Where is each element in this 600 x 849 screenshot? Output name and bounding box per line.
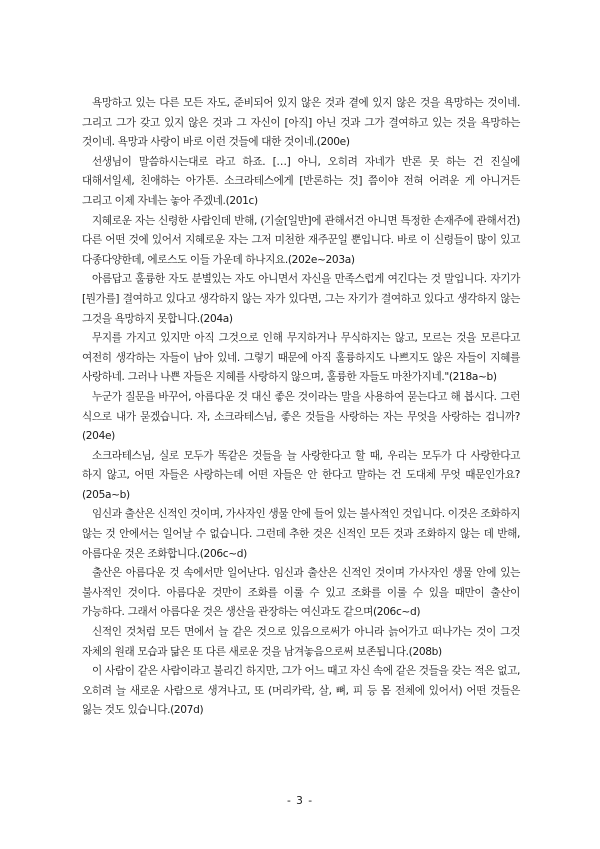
paragraph-205a: 소크라테스님, 실로 모두가 똑같은 것들을 늘 사랑한다고 할 때, 우리는 모두가 다 사랑한다고 하지 않고, 어떤 자들은 사랑하는데 어떤 자들은 안 한다고 말하는 건 도대체 무엇 때문인가요?(205a~b): [82, 449, 520, 501]
paragraph-204a: 아름답고 훌륭한 자도 분별있는 자도 아니면서 자신을 만족스럽게 여긴다는 것 말입니다. 자기가 [뭔가를] 결여하고 있다고 생각하지 않는 자가 있다면, 그는 자기가 결여하고 있다고 생각하지 않는 그것을 욕망하지 못합니다.(204a): [82, 273, 520, 325]
paragraph-208b: 신적인 것처럼 모든 면에서 늘 같은 것으로 있음으로써가 아니라 늙어가고 떠나가는 것이 그것 자체의 원래 모습과 닮은 또 다른 새로운 것을 남겨놓음으로써 보존됩니다.(208b): [82, 626, 520, 658]
paragraph-207d: 이 사람이 같은 사람이라고 불리긴 하지만, 그가 어느 때고 자신 속에 같은 것들을 갖는 적은 없고, 오히려 늘 새로운 사람으로 생겨나고, 또 (머리카락, 살, 뼈, 피 등 몸 전체에 있어서) 어떤 것들은 잃는 것도 있습니다.(207d): [82, 665, 521, 717]
paragraph-200e: 욕망하고 있는 다른 모든 자도, 준비되어 있지 않은 것과 곁에 있지 않은 것을 욕망하는 것이네. 그리고 그가 갖고 있지 않은 것과 그 자신이 [아직] 아닌 것과 그가 결여하고 있는 것을 욕망하는 것이네. 욕망과 사랑이 바로 이런 것들에 대한 것이네.(200e): [82, 97, 520, 149]
paragraph-206c-b: 출산은 아름다운 것 속에서만 일어난다. 임신과 출산은 신적인 것이며 가사자인 생물 안에 있는 불사적인 것이다. 아름다운 것만이 조화를 이룰 수 있고 조화를 이룰 수 있을 때만이 출산이 가능하다. 그래서 아름다운 것은 생산을 관장하는 여신과도 같으며(206c~d): [82, 567, 520, 619]
paragraph-218a: 무지를 가지고 있지만 아직 그것으로 인해 무지하거나 무식하지는 않고, 모르는 것을 모른다고 여전히 생각하는 자들이 남아 있네. 그렇기 때문에 아직 훌륭하지도 나쁘지도 않은 자들이 지혜를 사랑하네. 그러나 나쁜 자들은 지혜를 사랑하지 않으며, 훌륭한 자들도 마찬가지네."(218a~b): [82, 332, 520, 384]
page-number: - 3 -: [286, 795, 314, 807]
body-text: [82, 94, 520, 721]
paragraph-206c-a: 임신과 출산은 신적인 것이며, 가사자인 생물 안에 들어 있는 불사적인 것입니다. 이것은 조화하지 않는 것 안에서는 일어날 수 없습니다. 그런데 추한 것은 신적인 모든 것과 조화하지 않는 데 반해, 아름다운 것은 조화합니다.(206c~d): [82, 508, 520, 560]
paragraph-202e: 지혜로운 자는 신령한 사람인데 반해, (기술[일반]에 관해서건 아니면 특정한 손재주에 관해서건) 다른 어떤 것에 있어서 지혜로운 자는 그저 미천한 재주꾼일 뿐입니다. 바로 이 신령들이 많이 있고 다종다양한데, 에로스도 이들 가운데 하나지요.(202e~203a): [82, 214, 520, 266]
paragraph-204e: 누군가 질문을 바꾸어, 아름다운 것 대신 좋은 것이라는 말을 사용하여 묻는다고 해 봅시다. 그런 식으로 내가 묻겠습니다. 자, 소크라테스님, 좋은 것들을 사랑하는 자는 무엇을 사랑하는 겁니까?(204e): [82, 390, 520, 443]
paragraph-201c: 선생님이 말씀하시는대로 라고 하죠. […] 아니, 오히려 자네가 반론 못 하는 건 진실에 대해서일세, 친애하는 아가톤. 소크라테스에게 [반론하는 것] 쯤이야 전혀 어려운 게 아니거든 그리고 이제 자네는 놓아 주겠네.(201c): [82, 155, 520, 207]
